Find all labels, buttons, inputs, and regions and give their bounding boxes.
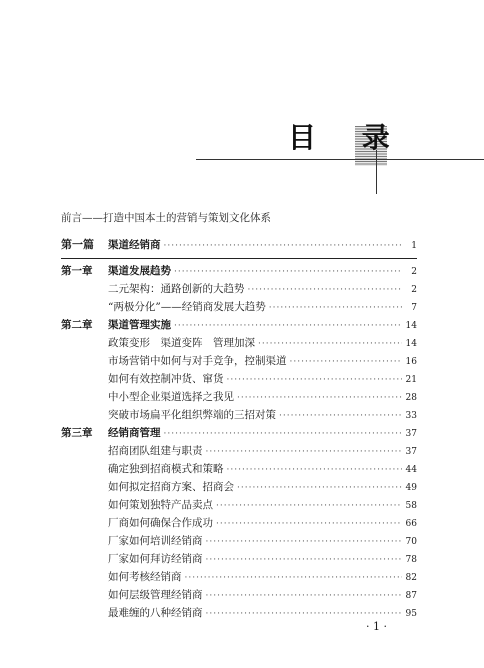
page-title: 目 录 (288, 121, 408, 154)
part-title: 渠道经销商 (108, 239, 161, 251)
page-number: 1 (411, 241, 417, 251)
leader-dots (216, 499, 402, 513)
section-entry (108, 534, 417, 548)
section-title: “两极分化”——经销商发展大趋势 (108, 301, 266, 313)
part-entry (108, 238, 417, 252)
leader-dots (174, 319, 402, 333)
page-number: 66 (405, 519, 417, 529)
chapter-label: 第二章 (61, 319, 93, 331)
section-entry (108, 462, 417, 476)
section-entry (108, 282, 417, 296)
page-number: 2 (411, 285, 417, 295)
section-title: 如何拟定招商方案、招商会 (108, 481, 234, 493)
page-number: 14 (405, 339, 417, 349)
section-entry (108, 354, 417, 368)
page-number: 49 (405, 483, 417, 493)
page-number: 16 (405, 357, 417, 367)
section-title: 如何策划独特产品卖点 (108, 499, 213, 511)
page-number: 37 (405, 429, 417, 439)
preface-entry: 前言——打造中国本土的营销与策划文化体系 (61, 212, 271, 224)
section-entry (108, 606, 417, 620)
page-number: 58 (405, 501, 417, 511)
section-entry (108, 516, 417, 530)
leader-dots (164, 427, 403, 441)
section-entry (108, 300, 417, 314)
chapter-title: 经销商管理 (108, 427, 161, 439)
page-number: 44 (405, 465, 417, 475)
chapter-entry (108, 318, 417, 332)
section-entry (108, 408, 417, 422)
leader-dots (237, 481, 402, 495)
section-title: 中小型企业渠道选择之我见 (108, 391, 234, 403)
page-number: 78 (405, 555, 417, 565)
page-footer-number: · 1 · (366, 620, 387, 633)
chapter-title: 渠道发展趋势 (108, 265, 171, 277)
section-entry (108, 480, 417, 494)
page-number: 28 (405, 393, 417, 403)
section-entry (108, 498, 417, 512)
page-number: 2 (411, 267, 417, 277)
leader-dots (237, 391, 402, 405)
chapter-label: 第一章 (61, 265, 93, 277)
chapter-entry (108, 426, 417, 440)
title-vertical-rule (376, 150, 377, 194)
page-number: 21 (405, 375, 417, 385)
section-title: 市场营销中如何与对手竞争，控制渠道 (108, 355, 287, 367)
leader-dots (206, 589, 403, 603)
section-title: 厂商如何确保合作成功 (108, 517, 213, 529)
section-entry (108, 390, 417, 404)
section-title: 如何考核经销商 (108, 571, 182, 583)
leader-dots (206, 535, 403, 549)
section-title: 厂家如何培训经销商 (108, 535, 203, 547)
page-number: 87 (405, 591, 417, 601)
section-entry (108, 372, 417, 386)
page-number: 14 (405, 321, 417, 331)
leader-dots (185, 571, 403, 585)
chapter-entry (108, 264, 417, 278)
section-title: 二元架构：通路创新的大趋势 (108, 283, 245, 295)
section-entry (108, 588, 417, 602)
leader-dots (258, 337, 402, 351)
leader-dots (227, 463, 403, 477)
leader-dots (206, 607, 403, 621)
section-title: 厂家如何拜访经销商 (108, 553, 203, 565)
section-entry (108, 444, 417, 458)
leader-dots (174, 265, 402, 279)
part-rule (61, 258, 417, 259)
leader-dots (279, 409, 402, 423)
leader-dots (290, 355, 403, 369)
page-number: 37 (405, 447, 417, 457)
section-title: 突破市场扁平化组织弊端的三招对策 (108, 409, 276, 421)
leader-dots (164, 239, 403, 253)
leader-dots (227, 373, 403, 387)
chapter-label: 第三章 (61, 427, 93, 439)
leader-dots (248, 283, 403, 297)
page-number: 7 (411, 303, 417, 313)
page-number: 82 (405, 573, 417, 583)
page-number: 70 (405, 537, 417, 547)
section-title: 如何层级管理经销商 (108, 589, 203, 601)
title-rule (196, 159, 484, 160)
section-title: 最难缠的八种经销商 (108, 607, 203, 619)
section-entry (108, 336, 417, 350)
section-entry (108, 570, 417, 584)
section-title: 如何有效控制冲货、窜货 (108, 373, 224, 385)
leader-dots (206, 553, 403, 567)
page-number: 33 (405, 411, 417, 421)
page-number: 95 (405, 609, 417, 619)
leader-dots (216, 517, 402, 531)
leader-dots (206, 445, 403, 459)
part-label: 第一篇 (61, 238, 94, 251)
leader-dots (269, 301, 402, 315)
section-title: 招商团队组建与职责 (108, 445, 203, 457)
chapter-title: 渠道管理实施 (108, 319, 171, 331)
section-title: 政策变形 渠道变阵 管理加深 (108, 337, 255, 349)
section-entry (108, 552, 417, 566)
section-title: 确定独到招商模式和策略 (108, 463, 224, 475)
